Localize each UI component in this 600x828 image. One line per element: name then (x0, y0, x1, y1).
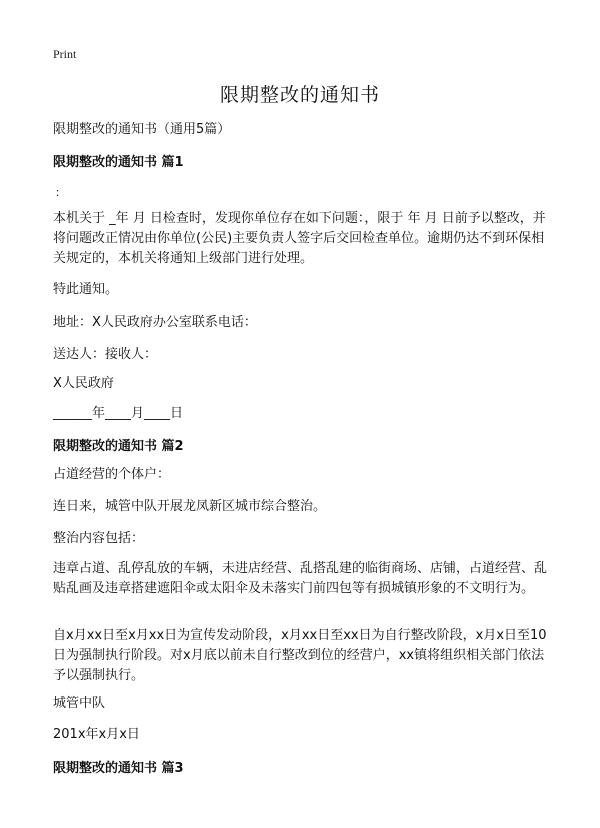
section-1-delivery: 送达人：接收人： (53, 347, 158, 362)
document-subtitle: 限期整改的通知书（通用5篇） (53, 122, 231, 137)
section-1-notice: 特此通知。 (53, 282, 119, 297)
section-2-heading: 限期整改的通知书 篇2 (53, 439, 184, 454)
section-1-body: 本机关于 _年 月 日检查时，发现你单位存在如下问题：，限于 年 月 日前予以整改，并将问题改正情况由你单位(公民)主要负责人签字后交回检查单位。逾期仍达不到环保相关规定的，本机关将通知上级部门进行处理。 (53, 211, 546, 266)
section-1-heading: 限期整改的通知书 篇1 (53, 155, 184, 170)
section-2-content: 违章占道、乱停乱放的车辆，未进店经营、乱搭乱建的临街商场、店铺，占道经营、乱贴乱画及违章搭建遮阳伞或太阳伞及未落实门前四包等有损城镇形象的不文明行为。 (53, 561, 548, 596)
section-3-heading: 限期整改的通知书 篇3 (53, 761, 184, 776)
section-2-signatory: 城管中队 (53, 696, 106, 711)
section-1-address: 地址：X人民政府办公室联系电话： (53, 315, 257, 330)
page-title: 限期整改的通知书 (219, 84, 380, 106)
section-2-schedule: 自x月xx日至x月xx日为宣传发动阶段，x月xx日至xx日为自行整改阶段，x月x日至10日为强制执行阶段。对x月底以前未自行整改到位的经营户，xx镇将组织相关部门依法予以强制执行。 (53, 628, 547, 683)
section-2-date: 201x年x月x日 (53, 727, 140, 742)
section-2-intro: 连日来，城管中队开展龙凤新区城市综合整治。 (53, 499, 327, 514)
section-2-greeting: 占道经营的个体户： (53, 467, 171, 482)
section-2-content-label: 整治内容包括： (53, 531, 145, 546)
section-1-date-line: ______年____月____日 (53, 406, 184, 421)
print-label: Print (53, 47, 77, 61)
blank-marker: ： (55, 186, 66, 199)
section-1-issuer: X人民政府 (53, 376, 114, 391)
